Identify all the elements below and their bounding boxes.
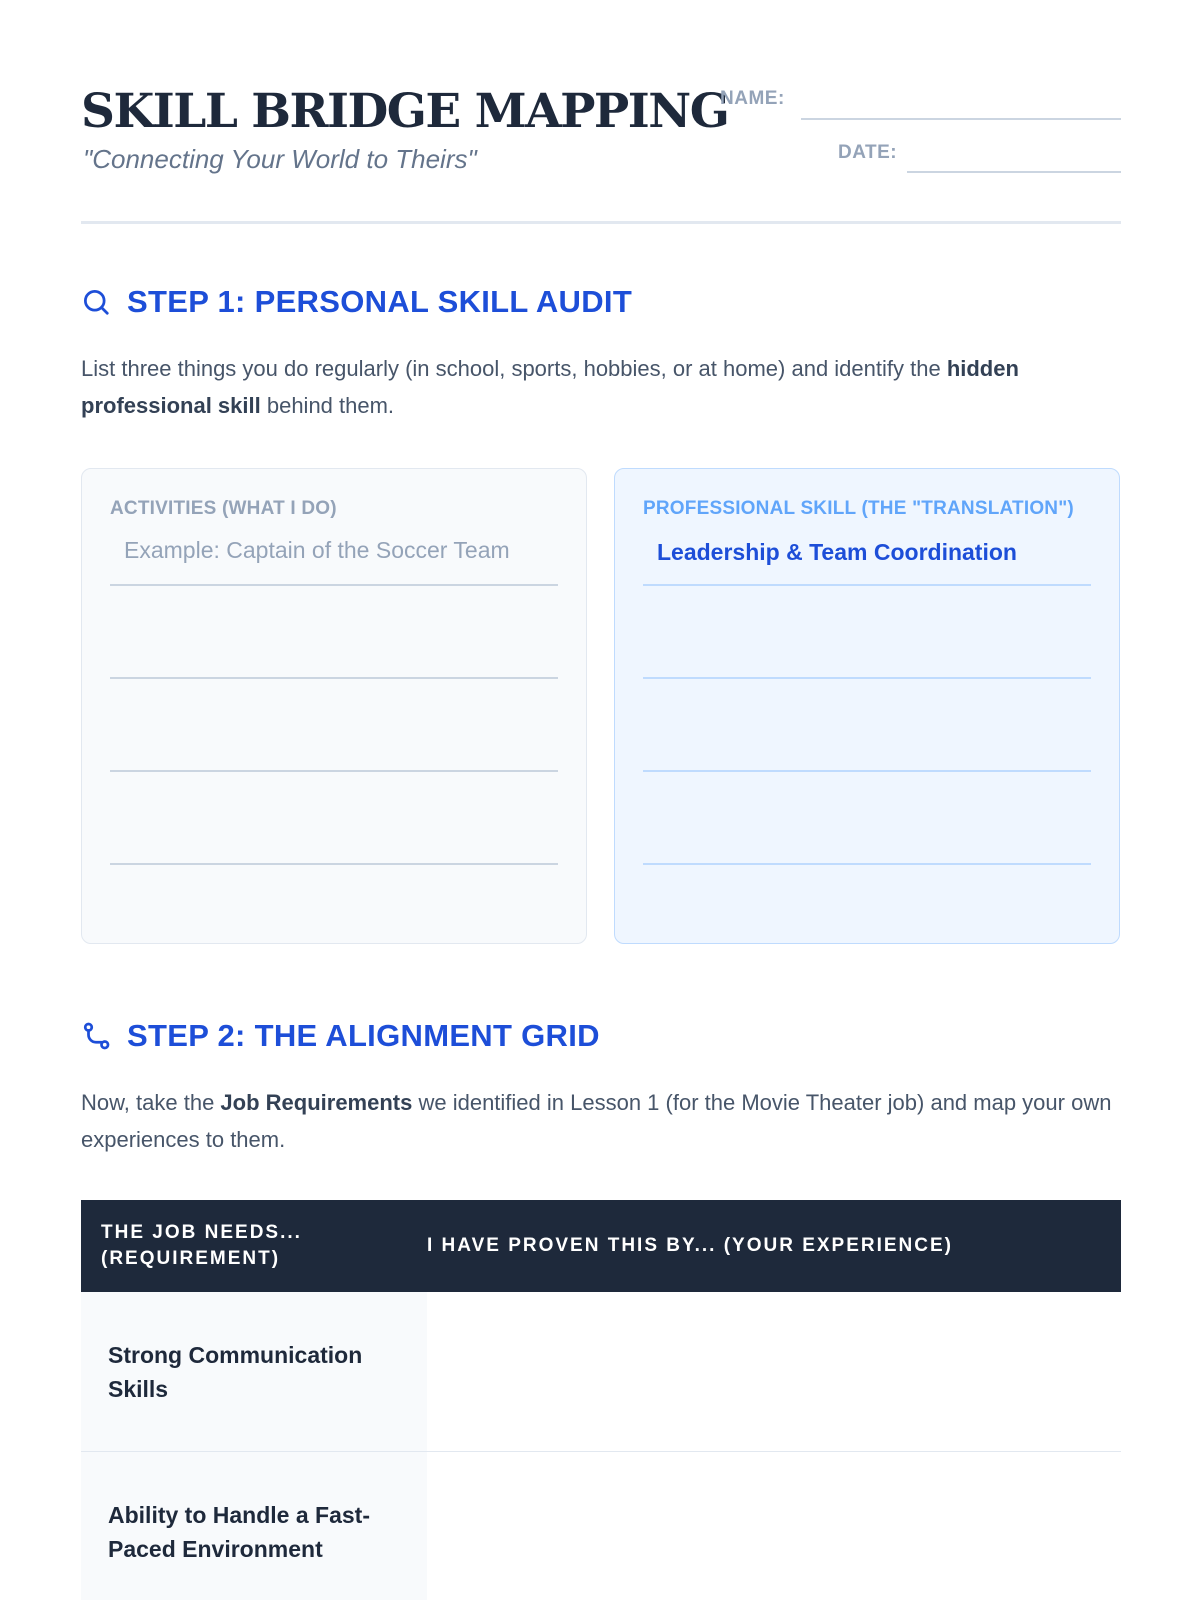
professional-skill-box (614, 468, 1120, 944)
professional-skill-example: Leadership & Team Coordination (657, 539, 1017, 565)
requirement-cell: Strong Communication Skills (81, 1292, 427, 1451)
alignment-grid (81, 1200, 1121, 1600)
activities-entry-line[interactable] (110, 772, 558, 865)
date-label: DATE: (838, 142, 898, 163)
search-icon (81, 287, 111, 317)
step1-heading (81, 284, 632, 320)
step2-heading (81, 1018, 600, 1054)
date-field[interactable] (907, 171, 1121, 173)
professional-skill-label: PROFESSIONAL SKILL (THE "TRANSLATION") (643, 498, 1074, 519)
activities-example: Example: Captain of the Soccer Team (124, 537, 510, 563)
professional-skill-entry-line[interactable] (643, 679, 1091, 772)
activities-entry-line[interactable] (110, 586, 558, 679)
route-icon (81, 1021, 111, 1051)
step2-instructions: Now, take the Job Requirements we identified in Lesson 1 (for the Movie Theater job) and map your own experiences to them. (81, 1090, 1112, 1152)
experience-cell[interactable] (427, 1292, 1121, 1451)
step2-title: STEP 2: THE ALIGNMENT GRID (127, 1018, 600, 1053)
activities-box (81, 468, 587, 944)
table-row (81, 1292, 1121, 1452)
step1-instructions: List three things you do regularly (in school, sports, hobbies, or at home) and identify the hidden professional skill behind them. (81, 356, 1019, 418)
requirement-cell: Ability to Handle a Fast-Paced Environment (81, 1452, 427, 1600)
professional-skill-entry-line[interactable] (643, 772, 1091, 865)
step1-title: STEP 1: PERSONAL SKILL AUDIT (127, 284, 633, 319)
professional-skill-example-row[interactable] (643, 522, 1091, 586)
page-title: SKILL BRIDGE MAPPING (81, 84, 729, 139)
experience-column-header: I HAVE PROVEN THIS BY... (YOUR EXPERIENCE) (427, 1235, 954, 1256)
worksheet-page (81, 0, 1121, 1600)
activities-example-row[interactable] (110, 522, 558, 586)
requirement-column-header: THE JOB NEEDS... (REQUIREMENT) (101, 1222, 302, 1269)
activities-label: ACTIVITIES (WHAT I DO) (110, 498, 337, 519)
name-field[interactable] (801, 118, 1121, 120)
name-label: NAME: (720, 88, 785, 109)
alignment-grid-header (81, 1200, 1121, 1292)
professional-skill-entry-line[interactable] (643, 586, 1091, 679)
activities-entry-line[interactable] (110, 679, 558, 772)
table-row (81, 1452, 1121, 1600)
page-subtitle: "Connecting Your World to Theirs" (83, 144, 477, 174)
worksheet-header (81, 84, 1121, 224)
experience-cell[interactable] (427, 1452, 1121, 1600)
